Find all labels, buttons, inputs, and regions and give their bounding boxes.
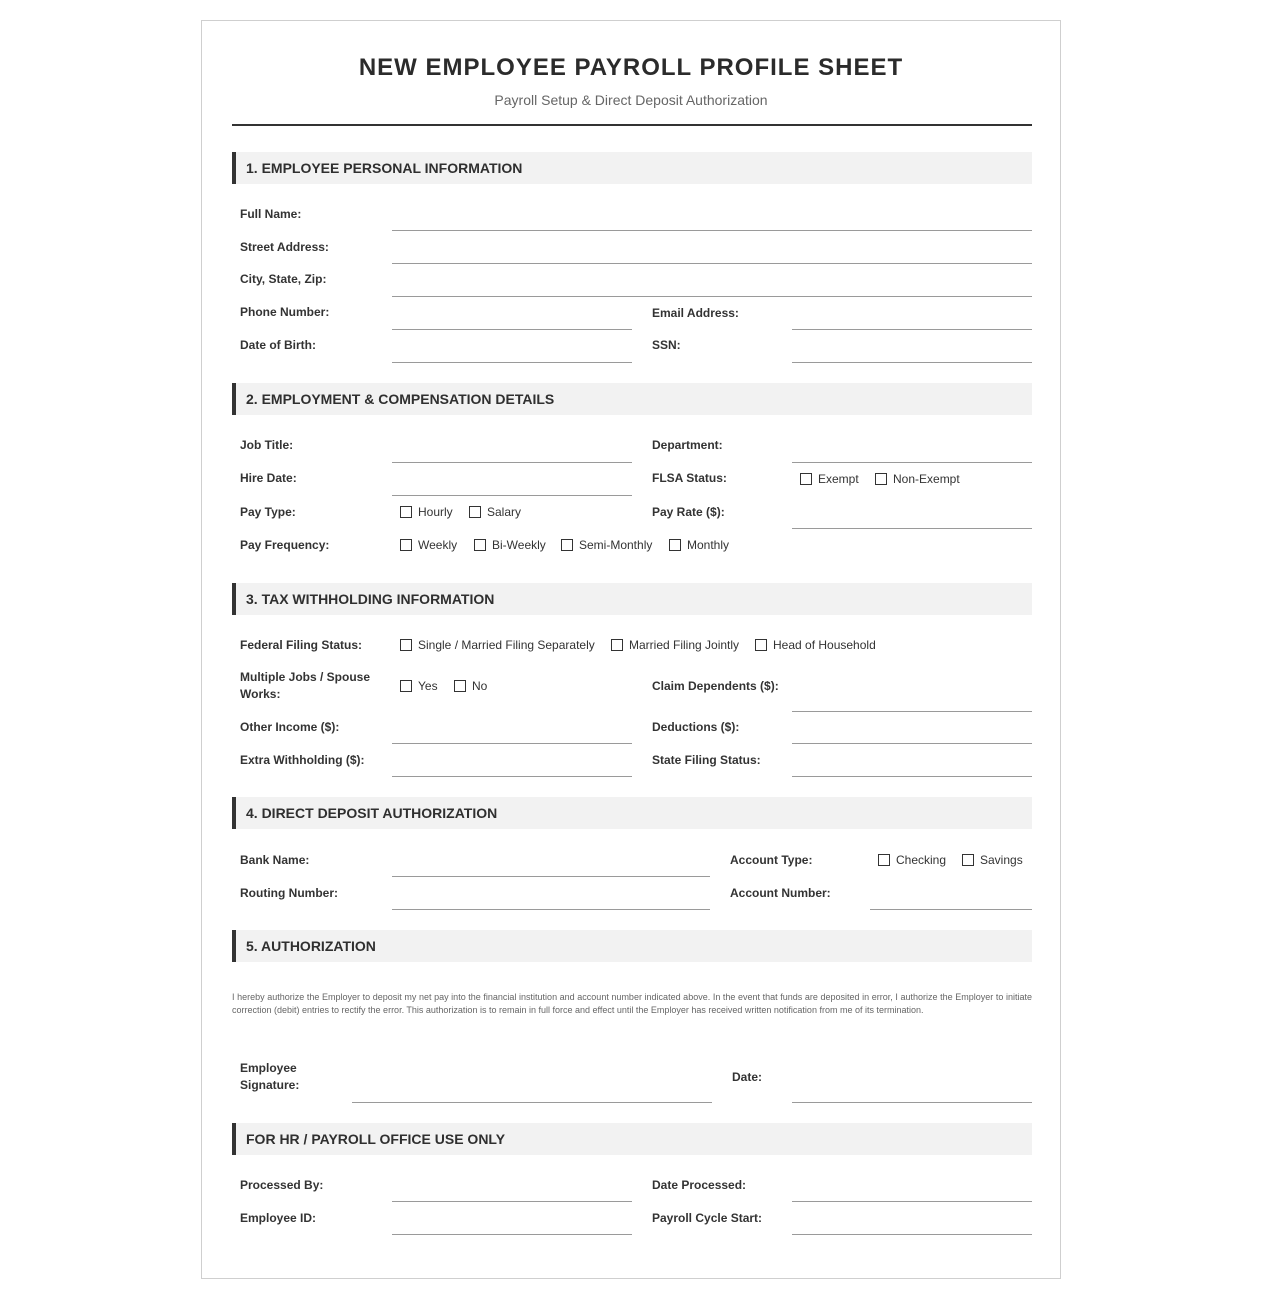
section-title: 2. EMPLOYMENT & COMPENSATION DETAILS <box>246 391 555 407</box>
option-label: Hourly <box>418 505 453 519</box>
date-processed-label: Date Processed: <box>652 1178 747 1192</box>
phone-field[interactable] <box>392 329 632 330</box>
routing-number-field[interactable] <box>392 909 710 910</box>
section-header-deposit <box>232 797 1032 829</box>
pay-frequency-biweekly-checkbox[interactable] <box>474 538 546 552</box>
account-number-label: Account Number: <box>730 886 831 900</box>
payroll-form-page <box>201 20 1061 1279</box>
employee-signature-field[interactable] <box>352 1102 712 1103</box>
option-label: Savings <box>980 853 1023 867</box>
section-header-personal <box>232 152 1032 184</box>
checkbox-icon <box>474 539 486 551</box>
multiple-jobs-label: Multiple Jobs / Spouse Works: <box>240 670 371 701</box>
dob-field[interactable] <box>392 362 632 363</box>
pay-frequency-label: Pay Frequency: <box>240 538 330 552</box>
authorization-statement: I hereby authorize the Employer to deposit my net pay into the financial institution and account number indicated above. In the event that funds are deposited in error, I authorize the Employer to initiate correction (debit) entries to rectify the error. This authorization is to remain in full force and effect until the Employer has received written notification from me of its termination. <box>232 992 1032 1015</box>
ssn-field[interactable] <box>792 362 1032 363</box>
option-label: Bi-Weekly <box>492 538 546 552</box>
option-label: Semi-Monthly <box>579 538 653 552</box>
department-label: Department: <box>652 438 723 452</box>
filing-married-jointly-checkbox[interactable] <box>611 638 739 652</box>
deductions-field[interactable] <box>792 743 1032 744</box>
employee-id-label: Employee ID: <box>240 1211 317 1225</box>
checkbox-icon <box>669 539 681 551</box>
option-label: Yes <box>418 679 438 693</box>
signature-date-field[interactable] <box>792 1102 1032 1103</box>
checkbox-icon <box>561 539 573 551</box>
section-title: 1. EMPLOYEE PERSONAL INFORMATION <box>246 160 523 176</box>
header-divider <box>232 124 1032 126</box>
account-type-label: Account Type: <box>730 853 813 867</box>
federal-filing-status-label: Federal Filing Status: <box>240 638 363 652</box>
filing-head-of-household-checkbox[interactable] <box>755 638 876 652</box>
option-label: Checking <box>896 853 947 867</box>
pay-rate-field[interactable] <box>792 528 1032 529</box>
full-name-label: Full Name: <box>240 207 302 221</box>
checkbox-icon <box>800 473 812 485</box>
hire-date-field[interactable] <box>392 495 632 496</box>
claim-dependents-field[interactable] <box>792 711 1032 712</box>
processed-by-label: Processed By: <box>240 1178 324 1192</box>
payroll-cycle-start-label: Payroll Cycle Start: <box>652 1211 763 1225</box>
hire-date-label: Hire Date: <box>240 471 297 485</box>
checkbox-icon <box>469 506 481 518</box>
filing-single-checkbox[interactable] <box>400 638 595 652</box>
checkbox-icon <box>878 854 890 866</box>
form-title: NEW EMPLOYEE PAYROLL PROFILE SHEET <box>358 54 904 81</box>
section-title: FOR HR / PAYROLL OFFICE USE ONLY <box>246 1131 506 1147</box>
processed-by-field[interactable] <box>392 1201 632 1202</box>
section-header-tax <box>232 583 1032 615</box>
employee-signature-label: Employee Signature: <box>240 1061 300 1092</box>
department-field[interactable] <box>792 462 1032 463</box>
full-name-field[interactable] <box>392 230 1032 231</box>
option-label: Head of Household <box>773 638 876 652</box>
option-label: Married Filing Jointly <box>629 638 740 652</box>
payroll-cycle-start-field[interactable] <box>792 1234 1032 1235</box>
multiple-jobs-no-checkbox[interactable] <box>454 679 487 693</box>
email-field[interactable] <box>792 329 1032 330</box>
state-filing-status-label: State Filing Status: <box>652 753 761 767</box>
job-title-field[interactable] <box>392 462 632 463</box>
section-title: 4. DIRECT DEPOSIT AUTHORIZATION <box>246 805 498 821</box>
pay-frequency-semimonthly-checkbox[interactable] <box>561 538 652 552</box>
extra-withholding-label: Extra Withholding ($): <box>240 753 365 767</box>
option-label: Monthly <box>687 538 730 552</box>
checkbox-icon <box>400 680 412 692</box>
option-label: Weekly <box>418 538 458 552</box>
pay-frequency-monthly-checkbox[interactable] <box>669 538 729 552</box>
job-title-label: Job Title: <box>240 438 294 452</box>
checkbox-icon <box>400 506 412 518</box>
checkbox-icon <box>400 639 412 651</box>
email-label: Email Address: <box>652 306 739 320</box>
section-header-office-use <box>232 1123 1032 1155</box>
pay-type-hourly-checkbox[interactable] <box>400 505 453 519</box>
ssn-label: SSN: <box>652 338 681 352</box>
pay-rate-label: Pay Rate ($): <box>652 505 725 519</box>
employee-id-field[interactable] <box>392 1234 632 1235</box>
account-checking-checkbox[interactable] <box>878 853 946 867</box>
signature-date-label: Date: <box>732 1070 763 1084</box>
pay-type-label: Pay Type: <box>240 505 296 519</box>
state-filing-status-field[interactable] <box>792 776 1032 777</box>
bank-name-label: Bank Name: <box>240 853 310 867</box>
city-state-zip-field[interactable] <box>392 296 1032 297</box>
option-label: Salary <box>487 505 522 519</box>
form-subtitle: Payroll Setup & Direct Deposit Authorization <box>494 92 768 108</box>
multiple-jobs-yes-checkbox[interactable] <box>400 679 438 693</box>
account-number-field[interactable] <box>870 909 1032 910</box>
checkbox-icon <box>755 639 767 651</box>
checkbox-icon <box>454 680 466 692</box>
flsa-non-exempt-checkbox[interactable] <box>875 472 960 486</box>
extra-withholding-field[interactable] <box>392 776 632 777</box>
flsa-status-label: FLSA Status: <box>652 471 727 485</box>
section-title: 5. AUTHORIZATION <box>246 938 376 954</box>
option-label: Non-Exempt <box>893 472 960 486</box>
bank-name-field[interactable] <box>392 876 710 877</box>
account-savings-checkbox[interactable] <box>962 853 1023 867</box>
section-title: 3. TAX WITHHOLDING INFORMATION <box>246 591 495 607</box>
street-address-label: Street Address: <box>240 240 329 254</box>
checkbox-icon <box>611 639 623 651</box>
street-address-field[interactable] <box>392 263 1032 264</box>
checkbox-icon <box>875 473 887 485</box>
option-label: Single / Married Filing Separately <box>418 638 595 652</box>
date-processed-field[interactable] <box>792 1201 1032 1202</box>
section-header-authorization <box>232 930 1032 962</box>
other-income-field[interactable] <box>392 743 632 744</box>
routing-number-label: Routing Number: <box>240 886 338 900</box>
pay-frequency-weekly-checkbox[interactable] <box>400 538 457 552</box>
deductions-label: Deductions ($): <box>652 720 740 734</box>
pay-type-salary-checkbox[interactable] <box>469 505 521 519</box>
option-label: No <box>472 679 488 693</box>
section-header-employment <box>232 383 1032 415</box>
option-label: Exempt <box>818 472 859 486</box>
city-state-zip-label: City, State, Zip: <box>240 272 327 286</box>
dob-label: Date of Birth: <box>240 338 316 352</box>
claim-dependents-label: Claim Dependents ($): <box>652 679 779 693</box>
checkbox-icon <box>400 539 412 551</box>
phone-label: Phone Number: <box>240 305 330 319</box>
flsa-exempt-checkbox[interactable] <box>800 472 859 486</box>
checkbox-icon <box>962 854 974 866</box>
other-income-label: Other Income ($): <box>240 720 340 734</box>
